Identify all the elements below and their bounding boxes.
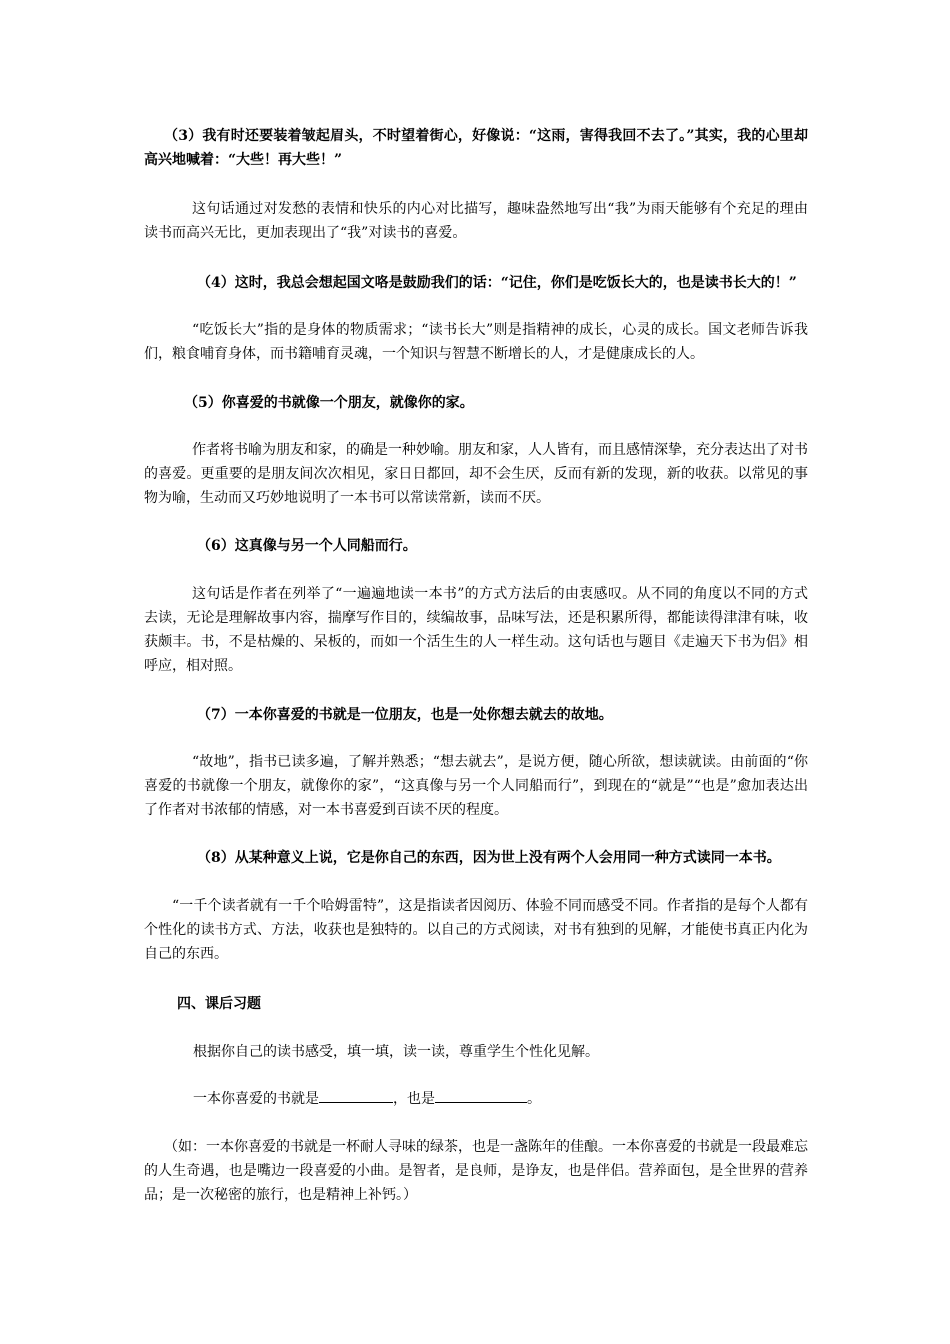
quote-7: （7）一本你喜爱的书就是一位朋友，也是一处你想去就去的故地。	[197, 707, 613, 723]
analysis-8: “一千个读者就有一千个哈姆雷特”，这是指读者因阅历、体验不同而感受不同。作者指的是每个人都有个性化的读书方式、方法，收获也是独特的。以自己的方式阅读，对书有独到的见解，才能使书真正内化为自己的东西。	[144, 898, 808, 962]
analysis-6: 这句话是作者在列举了“一遍遍地读一本书”的方式方法后的由衷感叹。从不同的角度以不同的方式去读，无论是理解故事内容，揣摩写作目的，续编故事，品味写法，还是积累所得，都能读得津津有味，收获颇丰。书，不是枯燥的、呆板的，而如一个活生生的人一样生动。这句话也与题目《走遍天下书为侣》相呼应，相对照。	[144, 586, 808, 674]
fill-in-part-2: ，也是	[393, 1091, 435, 1107]
fill-in-part-1: 一本你喜爱的书就是	[193, 1091, 319, 1107]
analysis-7: “故地”，指书已读多遍，了解并熟悉；“想去就去”，是说方便，随心所欲，想读就读。由前面的“你喜爱的书就像一个朋友，就像你的家”，“这真像与另一个人同船而行”，到现在的“就是”“也是”愈加表达出了作者对书浓郁的情感，对一本书喜爱到百读不厌的程度。	[144, 754, 808, 818]
fill-in-blank-2[interactable]	[435, 1088, 527, 1103]
analysis-4: “吃饭长大”指的是身体的物质需求；“读书长大”则是指精神的成长，心灵的成长。国文老师告诉我们，粮食哺育身体，而书籍哺育灵魂，一个知识与智慧不断增长的人，才是健康成长的人。	[144, 322, 808, 362]
exercise-instruction: 根据你自己的读书感受，填一填，读一读，尊重学生个性化见解。	[193, 1044, 599, 1060]
quote-6: （6）这真像与另一个人同船而行。	[197, 538, 417, 554]
quote-5: （5）你喜爱的书就像一个朋友，就像你的家。	[184, 395, 474, 411]
quote-8: （8）从某种意义上说，它是你自己的东西，因为世上没有两个人会用同一种方式读同一本书。	[197, 850, 781, 866]
fill-in-sentence	[193, 1087, 808, 1111]
quote-3: （3）我有时还要装着皱起眉头，不时望着街心，好像说：“这雨，害得我回不去了。”其实，我的心里却高兴地喊着：“大些！再大些！”	[144, 128, 808, 168]
fill-in-blank-1[interactable]	[319, 1088, 393, 1103]
analysis-3: 这句话通过对发愁的表情和快乐的内心对比描写，趣味盎然地写出“我”为雨天能够有个充足的理由读书而高兴无比，更加表现出了“我”对读书的喜爱。	[144, 201, 808, 241]
fill-in-part-3: 。	[527, 1091, 541, 1107]
section-heading-exercises: 四、课后习题	[177, 996, 261, 1012]
example-answers: （如：一本你喜爱的书就是一杯耐人寻味的绿茶，也是一盏陈年的佳酿。一本你喜爱的书就是一段最难忘的人生奇遇，也是嘴边一段喜爱的小曲。是智者，是良师，是诤友，也是伴侣。营养面包，是全世界的营养品；是一次秘密的旅行，也是精神上补钙。）	[144, 1139, 808, 1203]
quote-4: （4）这时，我总会想起国文咯是鼓励我们的话：“记住，你们是吃饭长大的，也是读书长大的！”	[197, 275, 797, 291]
analysis-5: 作者将书喻为朋友和家，的确是一种妙喻。朋友和家，人人皆有，而且感情深挚，充分表达出了对书的喜爱。更重要的是朋友间次次相见，家日日都回，却不会生厌，反而有新的发现，新的收获。以常见的事物为喻，生动而又巧妙地说明了一本书可以常读常新，读而不厌。	[144, 442, 808, 506]
